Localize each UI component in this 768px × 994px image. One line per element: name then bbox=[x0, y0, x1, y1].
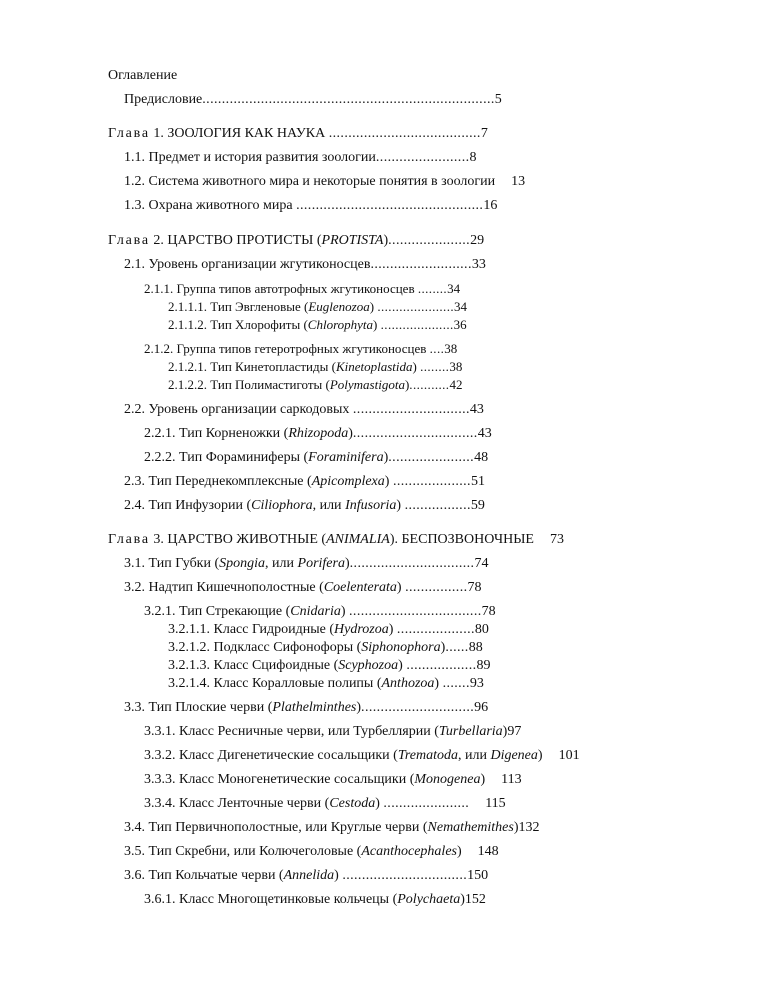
entry-text: ) bbox=[456, 844, 462, 859]
leader-dots: .................. bbox=[406, 658, 477, 673]
entry-text: 2. ЦАРСТВО ПРОТИСТЫ ( bbox=[149, 233, 322, 248]
entry-text: ) bbox=[356, 700, 362, 715]
leader-dots: ........................................................................... bbox=[202, 92, 495, 107]
leader-dots: .................................. bbox=[349, 604, 482, 619]
entry-text: 3.2.1.3. Класс Сцифоидные ( bbox=[168, 658, 339, 673]
latin-name: Digenea bbox=[490, 748, 538, 763]
page-number: 34 bbox=[454, 299, 467, 314]
entry-text: 3.6. Тип Кольчатые черви ( bbox=[124, 868, 284, 883]
page-number: 93 bbox=[469, 676, 484, 691]
entry-text: 2.1. Уровень организации жгутиконосцев bbox=[124, 257, 371, 272]
entry-text: ) bbox=[340, 604, 350, 619]
toc-entry[interactable] bbox=[124, 555, 488, 573]
leader-dots: .............................. bbox=[352, 402, 470, 417]
page-number: 132 bbox=[518, 820, 540, 835]
page-number: 13 bbox=[511, 174, 526, 189]
latin-name: Kinetoplastida bbox=[335, 359, 413, 374]
toc-entry[interactable] bbox=[124, 256, 486, 274]
entry-text: ) bbox=[396, 498, 405, 513]
page-number: 38 bbox=[444, 341, 458, 356]
page-number: 115 bbox=[485, 796, 506, 811]
page-number: 8 bbox=[469, 150, 477, 165]
entry-text: ) bbox=[369, 299, 378, 314]
page-number: 42 bbox=[449, 377, 463, 392]
entry-text: ) bbox=[502, 724, 508, 739]
entry-text: 2.2.1. Тип Корненожки ( bbox=[144, 426, 289, 441]
latin-name: Spongia bbox=[219, 556, 266, 571]
leader-dots: ..................... bbox=[377, 299, 454, 314]
entry-text: 2.1.1. Группа типов автотрофных жгутиконосцев bbox=[144, 281, 418, 296]
entry-text: ) bbox=[404, 377, 410, 392]
page-number: 48 bbox=[474, 450, 489, 465]
latin-name: Siphonophora bbox=[361, 640, 441, 655]
leader-dots: ................................ bbox=[352, 426, 478, 441]
toc-entry[interactable] bbox=[144, 449, 488, 467]
toc-entry[interactable] bbox=[168, 376, 462, 394]
latin-name: Euglenozoa bbox=[308, 299, 370, 314]
latin-name: Turbellaria bbox=[438, 724, 503, 739]
toc-entry[interactable] bbox=[168, 675, 484, 693]
leader-dots: .... bbox=[429, 341, 445, 356]
entry-text: ) bbox=[344, 556, 350, 571]
page-number: 59 bbox=[470, 498, 485, 513]
latin-name: Porifera bbox=[297, 556, 345, 571]
toc-entry[interactable] bbox=[124, 843, 499, 861]
leader-dots: ........ bbox=[420, 359, 450, 374]
entry-text: ) bbox=[334, 868, 343, 883]
latin-name: Cestoda bbox=[329, 796, 376, 811]
toc-entry[interactable] bbox=[144, 795, 506, 813]
page-number: 38 bbox=[449, 359, 463, 374]
toc-entry[interactable] bbox=[168, 657, 491, 675]
page-number: 36 bbox=[453, 317, 467, 332]
entry-text: 2.1.1.2. Тип Хлорофиты ( bbox=[168, 317, 308, 332]
entry-text: 3.4. Тип Первичнополостные, или Круглые черви ( bbox=[124, 820, 428, 835]
page-number: 43 bbox=[477, 426, 492, 441]
page-number: 16 bbox=[483, 198, 498, 213]
entry-text: ) bbox=[513, 820, 519, 835]
toc-entry[interactable] bbox=[144, 603, 496, 621]
page-number: 96 bbox=[474, 700, 489, 715]
page-number: 7 bbox=[480, 126, 488, 141]
toc-entry[interactable] bbox=[168, 316, 467, 334]
entry-text: 3.2.1.4. Класс Коралловые полипы ( bbox=[168, 676, 382, 691]
toc-entry[interactable] bbox=[144, 891, 486, 909]
entry-text: ) bbox=[383, 233, 389, 248]
page-number: 101 bbox=[558, 748, 580, 763]
chapter-heading[interactable] bbox=[108, 531, 564, 549]
latin-name: Plathelminthes bbox=[272, 700, 357, 715]
page-number: 148 bbox=[477, 844, 499, 859]
latin-name: Chlorophyta bbox=[307, 317, 374, 332]
page-number: 113 bbox=[501, 772, 522, 787]
entry-text: , или bbox=[265, 556, 298, 571]
entry-text: , или bbox=[312, 498, 346, 513]
toc-entry[interactable] bbox=[144, 340, 457, 358]
toc-entry[interactable] bbox=[124, 197, 497, 215]
page-number: 29 bbox=[470, 233, 485, 248]
toc-entry[interactable] bbox=[124, 401, 484, 419]
leader-dots: ........................ bbox=[375, 150, 470, 165]
page-number: 78 bbox=[481, 604, 496, 619]
latin-name: Scyphozoa bbox=[338, 658, 399, 673]
entry-text: 3.3.2. Класс Дигенетические сосальщики ( bbox=[144, 748, 398, 763]
latin-name: Nemathemithes bbox=[427, 820, 514, 835]
latin-name: Cnidaria bbox=[290, 604, 341, 619]
entry-text: ) bbox=[537, 748, 543, 763]
chapter-heading[interactable] bbox=[108, 125, 488, 143]
leader-dots: ................................ bbox=[342, 868, 468, 883]
toc-entry[interactable] bbox=[168, 621, 489, 639]
latin-name: Ciliophora bbox=[251, 498, 313, 513]
leader-dots: .......................... bbox=[370, 257, 472, 272]
leader-dots: ............................. bbox=[361, 700, 475, 715]
entry-text: 1.1. Предмет и история развития зоологии bbox=[124, 150, 376, 165]
entry-text: 2.2.2. Тип Фораминиферы ( bbox=[144, 450, 309, 465]
latin-name: ANIMALIA bbox=[326, 532, 390, 547]
chapter-label: Глава bbox=[108, 126, 150, 141]
toc-entry[interactable] bbox=[124, 149, 477, 167]
entry-text: ) bbox=[434, 676, 443, 691]
leader-dots: ..................... bbox=[388, 233, 471, 248]
entry-text: 2.1.2.1. Тип Кинетопластиды ( bbox=[168, 359, 336, 374]
latin-name: PROTISTA bbox=[321, 233, 384, 248]
entry-text: ) bbox=[384, 474, 393, 489]
entry-text: , или bbox=[457, 748, 491, 763]
entry-text: ). БЕСПОЗВОНОЧНЫЕ bbox=[389, 532, 534, 547]
entry-text: 2.1.2.2. Тип Полимастиготы ( bbox=[168, 377, 330, 392]
latin-name: Rhizopoda bbox=[288, 426, 349, 441]
entry-text: ) bbox=[373, 317, 381, 332]
entry-text: ) bbox=[440, 640, 446, 655]
chapter-heading[interactable] bbox=[108, 232, 484, 250]
latin-name: Polymastigota bbox=[329, 377, 405, 392]
entry-text: 3.3.3. Класс Моногенетические сосальщики ( bbox=[144, 772, 415, 787]
entry-text: 2.1.2. Группа типов гетеротрофных жгутиконосцев bbox=[144, 341, 430, 356]
leader-dots: ................. bbox=[404, 498, 471, 513]
entry-text: 1.3. Охрана животного мира bbox=[124, 198, 297, 213]
entry-text: 3. ЦАРСТВО ЖИВОТНЫЕ ( bbox=[149, 532, 327, 547]
toc-entry[interactable] bbox=[124, 867, 488, 885]
page-number: 74 bbox=[474, 556, 489, 571]
entry-text: 1. ЗООЛОГИЯ КАК НАУКА bbox=[149, 126, 329, 141]
toc-entry[interactable] bbox=[124, 473, 485, 491]
page-number: 88 bbox=[468, 640, 483, 655]
entry-text: 1.2. Система животного мира и некоторые понятия в зоологии bbox=[124, 174, 496, 189]
toc-entry[interactable] bbox=[124, 699, 488, 717]
entry-text: ) bbox=[388, 622, 397, 637]
entry-text: ) bbox=[375, 796, 384, 811]
entry-text: 2.1.1.1. Тип Эвгленовые ( bbox=[168, 299, 309, 314]
latin-name: Foraminifera bbox=[308, 450, 384, 465]
leader-dots: ...................... bbox=[388, 450, 475, 465]
entry-text: 2.2. Уровень организации саркодовых bbox=[124, 402, 353, 417]
entry-text: ) bbox=[460, 892, 465, 907]
toc-entry[interactable] bbox=[124, 497, 485, 515]
latin-name: Acanthocephales bbox=[361, 844, 457, 859]
leader-dots: ...................... bbox=[383, 796, 470, 811]
latin-name: Trematoda bbox=[397, 748, 458, 763]
toc-entry[interactable] bbox=[124, 819, 540, 837]
entry-text: 2.4. Тип Инфузории ( bbox=[124, 498, 252, 513]
entry-text: ) bbox=[383, 450, 389, 465]
latin-name: Anthozoa bbox=[381, 676, 435, 691]
leader-dots: ................ bbox=[405, 580, 468, 595]
page-number: 33 bbox=[471, 257, 486, 272]
latin-name: Polychaeta bbox=[397, 892, 461, 907]
latin-name: Apicomplexa bbox=[311, 474, 385, 489]
page-number: 78 bbox=[467, 580, 482, 595]
latin-name: Hydrozoa bbox=[334, 622, 389, 637]
entry-text: 3.6.1. Класс Многощетинковые кольчецы ( bbox=[144, 892, 398, 907]
entry-text: 3.3.1. Класс Ресничные черви, или Турбеллярии ( bbox=[144, 724, 439, 739]
page-number: 97 bbox=[507, 724, 522, 739]
entry-text: 3.3. Тип Плоские черви ( bbox=[124, 700, 273, 715]
entry-text: 3.2.1. Тип Стрекающие ( bbox=[144, 604, 291, 619]
chapter-label: Глава bbox=[108, 532, 150, 547]
entry-text: 3.3.4. Класс Ленточные черви ( bbox=[144, 796, 330, 811]
leader-dots: ........... bbox=[409, 377, 450, 392]
page-number: 34 bbox=[447, 281, 461, 296]
leader-dots: .................... bbox=[392, 474, 471, 489]
page-number: 43 bbox=[469, 402, 484, 417]
entry-text: ) bbox=[480, 772, 486, 787]
chapter-label: Глава bbox=[108, 233, 150, 248]
leader-dots: ........ bbox=[417, 281, 448, 296]
leader-dots: ................................................ bbox=[296, 198, 484, 213]
leader-dots: ....... bbox=[442, 676, 470, 691]
entry-text: ) bbox=[348, 426, 353, 441]
page-number: 150 bbox=[467, 868, 489, 883]
latin-name: Annelida bbox=[283, 868, 335, 883]
leader-dots: ................................ bbox=[349, 556, 475, 571]
entry-text: 3.2.1.2. Подкласс Сифонофоры ( bbox=[168, 640, 362, 655]
leader-dots: .................... bbox=[380, 317, 454, 332]
toc-title: Оглавление bbox=[108, 68, 178, 83]
entry-text: ) bbox=[412, 359, 421, 374]
entry-text: 2.3. Тип Переднекомплексные ( bbox=[124, 474, 312, 489]
toc-entry[interactable] bbox=[168, 298, 467, 316]
toc-entry[interactable] bbox=[168, 358, 462, 376]
toc-entry[interactable] bbox=[124, 579, 482, 597]
toc-entry[interactable] bbox=[144, 425, 492, 443]
toc-entry[interactable] bbox=[124, 173, 525, 191]
toc-entry[interactable] bbox=[144, 747, 580, 765]
page-number: 5 bbox=[494, 92, 502, 107]
page-number: 89 bbox=[476, 658, 491, 673]
toc-entry[interactable] bbox=[168, 639, 483, 657]
leader-dots: ....................................... bbox=[328, 126, 481, 141]
leader-dots: .................... bbox=[396, 622, 475, 637]
latin-name: Infusoria bbox=[345, 498, 397, 513]
entry-text: 3.2. Надтип Кишечнополостные ( bbox=[124, 580, 324, 595]
page-number: 73 bbox=[549, 532, 564, 547]
entry-text: ) bbox=[398, 658, 407, 673]
page-number: 152 bbox=[464, 892, 486, 907]
entry-text: 3.5. Тип Скребни, или Колючеголовые ( bbox=[124, 844, 362, 859]
toc-entry[interactable] bbox=[124, 91, 502, 109]
leader-dots: ...... bbox=[445, 640, 469, 655]
entry-text: 3.2.1.1. Класс Гидроидные ( bbox=[168, 622, 335, 637]
latin-name: Monogenea bbox=[414, 772, 481, 787]
toc-entry[interactable] bbox=[144, 771, 522, 789]
entry-text: ) bbox=[396, 580, 406, 595]
toc-entry[interactable] bbox=[144, 280, 460, 298]
entry-text: Предисловие bbox=[124, 92, 203, 107]
toc-entry[interactable] bbox=[144, 723, 521, 741]
entry-text: 3.1. Тип Губки ( bbox=[124, 556, 220, 571]
page-number: 80 bbox=[474, 622, 489, 637]
latin-name: Coelenterata bbox=[323, 580, 397, 595]
page-number: 51 bbox=[470, 474, 485, 489]
